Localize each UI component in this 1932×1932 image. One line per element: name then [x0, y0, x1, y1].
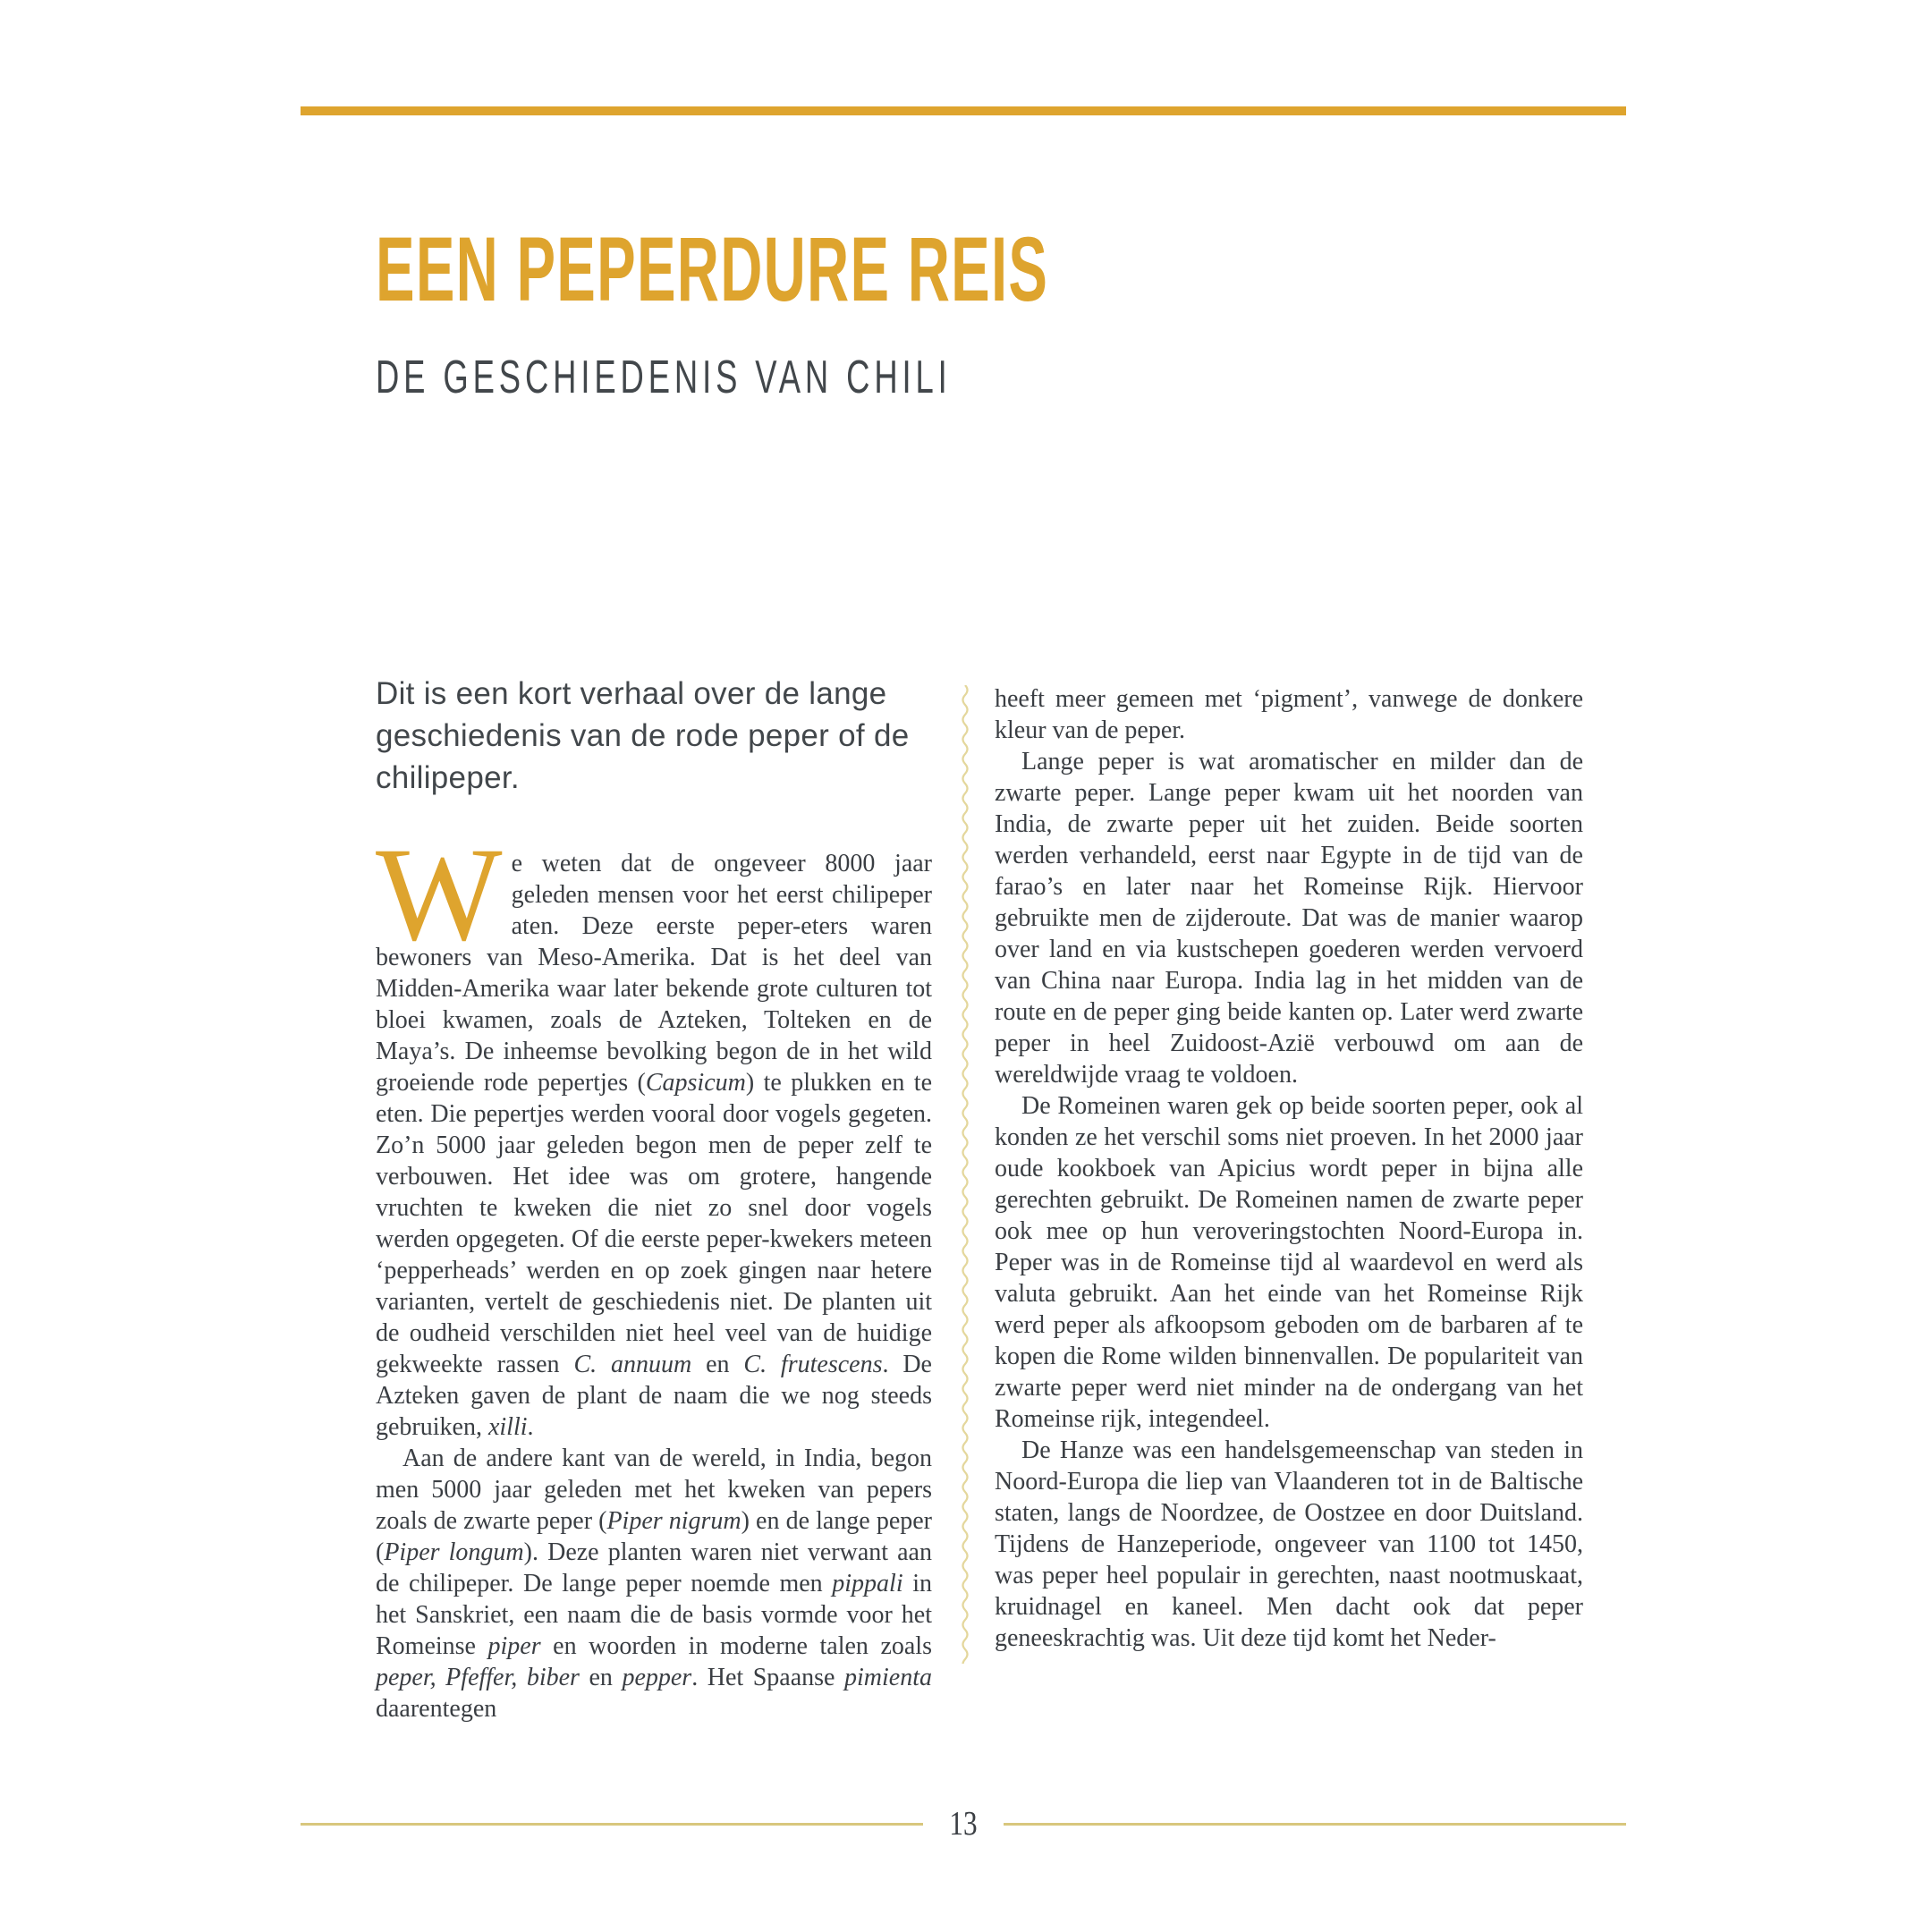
column-divider-wave — [963, 685, 968, 1664]
right-column — [995, 683, 1583, 1654]
body-paragraph: Lange peper is wat aromatischer en milder dan de zwarte peper. Lange peper kwam uit het noorden van India, de zwarte peper uit het zuiden. Beide soorten werden verhandeld, eerst naar Egypte in de tijd van de farao’s en later naar het Romeinse Rijk. Hiervoor gebruikte men de zijderoute. Dat was de manier waarop over land en via kustschepen goederen werden vervoerd van China naar Europa. India lag in het midden van de route en de peper ging beide kanten op. Later werd zwarte peper in heel Zuidoost-Azië verbouwd om aan de wereldwijde vraag te voldoen. — [995, 748, 1583, 1089]
chapter-subtitle: DE GESCHIEDENIS VAN CHILI — [376, 352, 952, 403]
drop-cap: W — [376, 820, 503, 969]
column-divider — [959, 685, 971, 1664]
left-column — [376, 820, 933, 1724]
body-paragraph — [376, 820, 933, 1443]
body-paragraph: heeft meer gemeen met ‘pigment’, vanwege de donkere kleur van de peper. — [995, 685, 1583, 744]
intro-paragraph: Dit is een kort verhaal over de lange geschiedenis van de rode peper of de chilipeper. — [376, 676, 910, 795]
body-paragraph: Aan de andere kant van de wereld, in India, begon men 5000 jaar geleden met het kweken van pepers zoals de zwarte peper (Piper nigrum) en de lange peper (Piper longum). Deze planten waren niet verwant aan de chilipeper. De lange peper noemde men pippali in het Sanskriet, een naam die de basis vormde voor het Romeinse piper en woorden in moderne talen zoals peper, Pfeffer, biber en pepper. Het Spaanse pimienta daarentegen — [376, 1445, 932, 1723]
body-paragraph: De Hanze was een handelsgemeenschap van steden in Noord-Europa die liep van Vlaanderen tot in de Baltische staten, langs de Noordzee, de Oostzee en door Duitsland. Tijdens de Hanzeperiode, ongeveer van 1100 tot 1450, was peper heel populair in gerechten, naast nootmuskaat, kruidnagel en kaneel. Men dacht ook dat peper geneeskrachtig was. Uit deze tijd komt het Neder- — [995, 1436, 1583, 1652]
footer-rule-right — [1004, 1823, 1626, 1826]
top-accent-bar — [301, 106, 1626, 115]
footer-rule-left — [301, 1823, 923, 1826]
page-footer — [301, 1805, 1626, 1843]
chapter-title: EEN PEPERDURE REIS — [376, 218, 1049, 320]
paragraph-text: e weten dat de ongeveer 8000 jaar geleden mensen voor het eerst chilipeper aten. Deze eerste peper-eters waren bewoners van Meso-Amerika. Dat is het deel van Midden-Amerika waar later bekende grote culturen tot bloei kwamen, zoals de Azteken, Tolteken en de Maya’s. De inheemse bevolking begon de in het wild groeiende rode pepertjes (Capsicum) te plukken en te eten. Die pepertjes werden vooral door vogels gegeten. Zo’n 5000 jaar geleden begon men de peper zelf te verbouwen. Het idee was om grotere, hangende vruchten te kweken die niet zo snel door vogels werden opgegeten. Of die eerste peper-kwekers meteen ‘pepperheads’ werden en op zoek gingen naar hetere varianten, vertelt de geschiedenis niet. De planten uit de oudheid verschilden niet heel veel van de huidige gekweekte rassen C. annuum en C. frutescens. De Azteken gaven de plant de naam die we nog steeds gebruiken, xilli. — [376, 850, 933, 1441]
body-paragraph: De Romeinen waren gek op beide soorten peper, ook al konden ze het verschil soms niet proeven. In het 2000 jaar oude kookboek van Apicius wordt peper in bijna alle gerechten gebruikt. De Romeinen namen de zwarte peper ook mee op hun veroveringstochten Noord-Europa in. Peper was in de Romeinse tijd al waardevol en werd als valuta gebruikt. Aan het einde van het Romeinse Rijk werd peper als afkoopsom geboden om de barbaren af te kopen die Rome wilden binnenvallen. De populariteit van zwarte peper werd niet minder na de ondergang van het Romeinse rijk, integendeel. — [995, 1092, 1583, 1433]
page-number: 13 — [949, 1805, 978, 1843]
